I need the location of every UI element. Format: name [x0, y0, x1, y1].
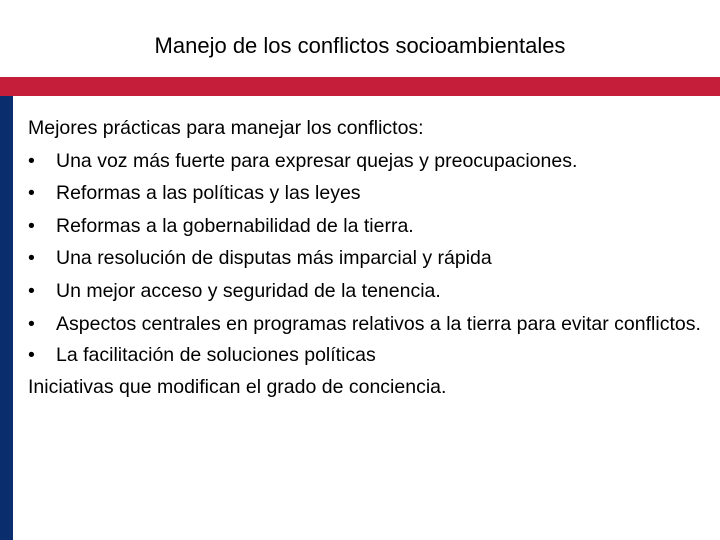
bullet-icon: •	[28, 149, 35, 172]
bullet-icon: •	[28, 247, 35, 270]
slide-body	[28, 112, 708, 404]
list-item-text: Reformas a la gobernabilidad de la tierra.	[56, 214, 414, 237]
sub-bullet-list	[28, 339, 708, 372]
list-item-text: Una voz más fuerte para expresar quejas y preocupaciones.	[56, 149, 578, 172]
list-item-text: Reformas a las políticas y las leyes	[56, 182, 361, 205]
list-item	[28, 275, 708, 308]
list-item-text: Una resolución de disputas más imparcial y rápida	[56, 247, 492, 270]
bullet-icon: •	[28, 279, 35, 302]
list-item-text: Un mejor acceso y seguridad de la tenencia.	[56, 279, 441, 302]
slide-title: Manejo de los conflictos socioambientales	[154, 33, 566, 58]
list-item	[28, 177, 708, 210]
bullet-icon: •	[28, 214, 35, 237]
bullet-icon: •	[28, 312, 35, 335]
bullet-icon: •	[28, 182, 35, 205]
title-underline-bar	[0, 77, 720, 96]
list-item	[28, 145, 708, 178]
sub-list-item	[28, 339, 708, 372]
intro-text: Mejores prácticas para manejar los conflictos:	[28, 117, 424, 139]
list-item-text: Aspectos centrales en programas relativos a la tierra para evitar conflictos.	[56, 312, 701, 335]
sub-list-item-text: La facilitación de soluciones políticas	[56, 343, 376, 366]
list-item	[28, 308, 708, 339]
closing-text: Iniciativas que modifican el grado de conciencia.	[28, 376, 447, 399]
bullet-list	[28, 145, 708, 339]
list-item	[28, 242, 708, 275]
bullet-icon: •	[28, 343, 35, 366]
list-item	[28, 210, 708, 243]
left-accent-bar	[0, 96, 13, 540]
